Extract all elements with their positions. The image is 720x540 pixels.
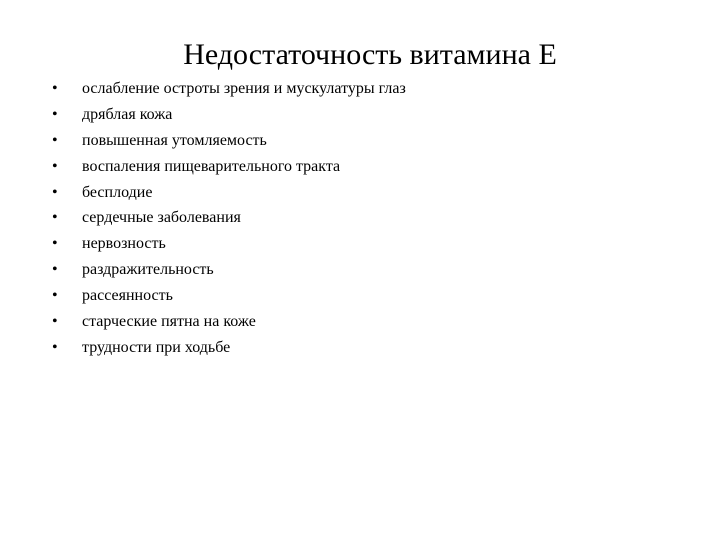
slide-title: Недостаточность витамина Е bbox=[183, 38, 557, 71]
list-item-text: нервозность bbox=[82, 235, 166, 253]
list-item-text: ослабление остроты зрения и мускулатуры глаз bbox=[82, 80, 406, 97]
bullet-icon: • bbox=[52, 235, 58, 253]
bullet-icon: • bbox=[52, 105, 58, 123]
bullet-icon: • bbox=[52, 287, 58, 305]
bullet-icon: • bbox=[52, 80, 58, 97]
list-item-text: дряблая кожа bbox=[82, 105, 173, 123]
list-item-text: старческие пятна на коже bbox=[82, 313, 256, 331]
list-item-text: рассеянность bbox=[82, 287, 173, 305]
list-item-text: раздражительность bbox=[82, 261, 214, 279]
list-item-text: сердечные заболевания bbox=[82, 209, 241, 227]
bullet-icon: • bbox=[52, 313, 58, 331]
list-item-text: повышенная утомляемость bbox=[82, 131, 267, 149]
bullet-icon: • bbox=[52, 131, 58, 149]
list-item-text: трудности при ходьбе bbox=[82, 338, 231, 356]
bullet-icon: • bbox=[52, 157, 58, 175]
bullet-icon: • bbox=[52, 261, 58, 279]
list-item-text: воспаления пищеварительного тракта bbox=[82, 157, 341, 175]
bullet-icon: • bbox=[52, 338, 58, 356]
list-item-text: бесплодие bbox=[82, 183, 153, 201]
bullet-icon: • bbox=[52, 209, 58, 227]
bullet-icon: • bbox=[52, 183, 58, 201]
